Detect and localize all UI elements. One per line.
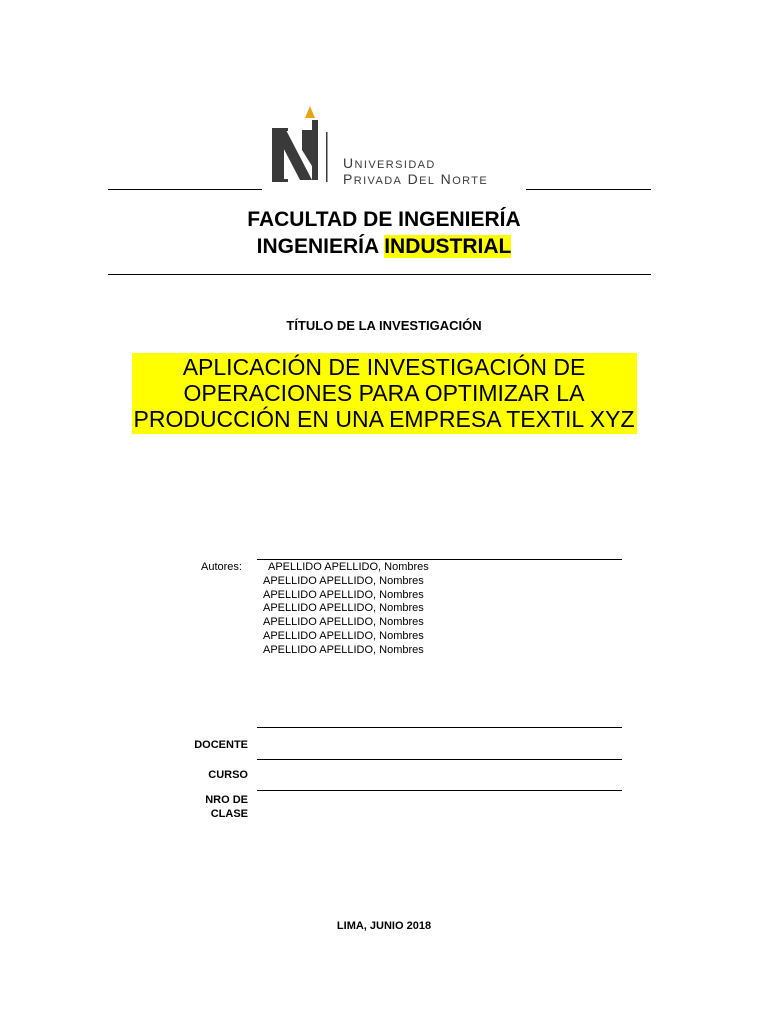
clase-label	[178, 793, 248, 821]
faculty-line2	[0, 233, 768, 260]
author-name: APELLIDO APELLIDO, Nombres	[263, 574, 424, 587]
city-date: LIMA, JUNIO 2018	[336, 920, 432, 932]
faculty-title	[0, 206, 768, 260]
faculty-line2-highlight: INDUSTRIAL	[384, 235, 512, 258]
author-name: APELLIDO APELLIDO, Nombres	[263, 616, 424, 629]
author-name: APELLIDO APELLIDO, Nombres	[263, 588, 424, 601]
research-title-label: TÍTULO DE LA INVESTIGACIÓN	[286, 318, 482, 333]
university-n-logo-icon	[272, 106, 328, 186]
clase-rule	[257, 790, 622, 791]
author-name: APELLIDO APELLIDO, Nombres	[263, 602, 424, 615]
research-title-line3: PRODUCCIÓN EN UNA EMPRESA TEXTIL XYZ	[133, 406, 635, 432]
university-name-line2: PRIVADA DEL NORTE	[343, 171, 489, 187]
faculty-rule	[108, 274, 651, 275]
header-rule-left	[108, 189, 262, 190]
faculty-line2-prefix: INGENIERÍA	[256, 235, 385, 258]
university-name	[343, 156, 488, 188]
authors-list	[263, 561, 429, 658]
docente-rule	[257, 727, 622, 728]
clase-label-line2: CLASE	[210, 808, 248, 820]
research-title	[0, 353, 768, 434]
authors-label: Autores:	[201, 561, 242, 573]
research-title-line1: APLICACIÓN DE INVESTIGACIÓN DE	[182, 354, 586, 380]
author-name: APELLIDO APELLIDO, Nombres	[263, 643, 424, 656]
clase-label-line1: NRO DE	[205, 794, 248, 806]
author-name: APELLIDO APELLIDO, Nombres	[268, 561, 429, 573]
author-name: APELLIDO APELLIDO, Nombres	[263, 629, 424, 642]
research-title-line2: OPERACIONES PARA OPTIMIZAR LA	[183, 380, 585, 406]
university-name-line1: UNIVERSIDAD	[343, 155, 436, 171]
research-title-text	[132, 353, 637, 434]
header-rule-right	[526, 189, 651, 190]
curso-label: CURSO	[208, 769, 248, 781]
authors-rule	[257, 559, 622, 560]
curso-rule	[257, 759, 622, 760]
docente-label: DOCENTE	[194, 739, 248, 751]
faculty-line1: FACULTAD DE INGENIERÍA	[247, 208, 521, 231]
